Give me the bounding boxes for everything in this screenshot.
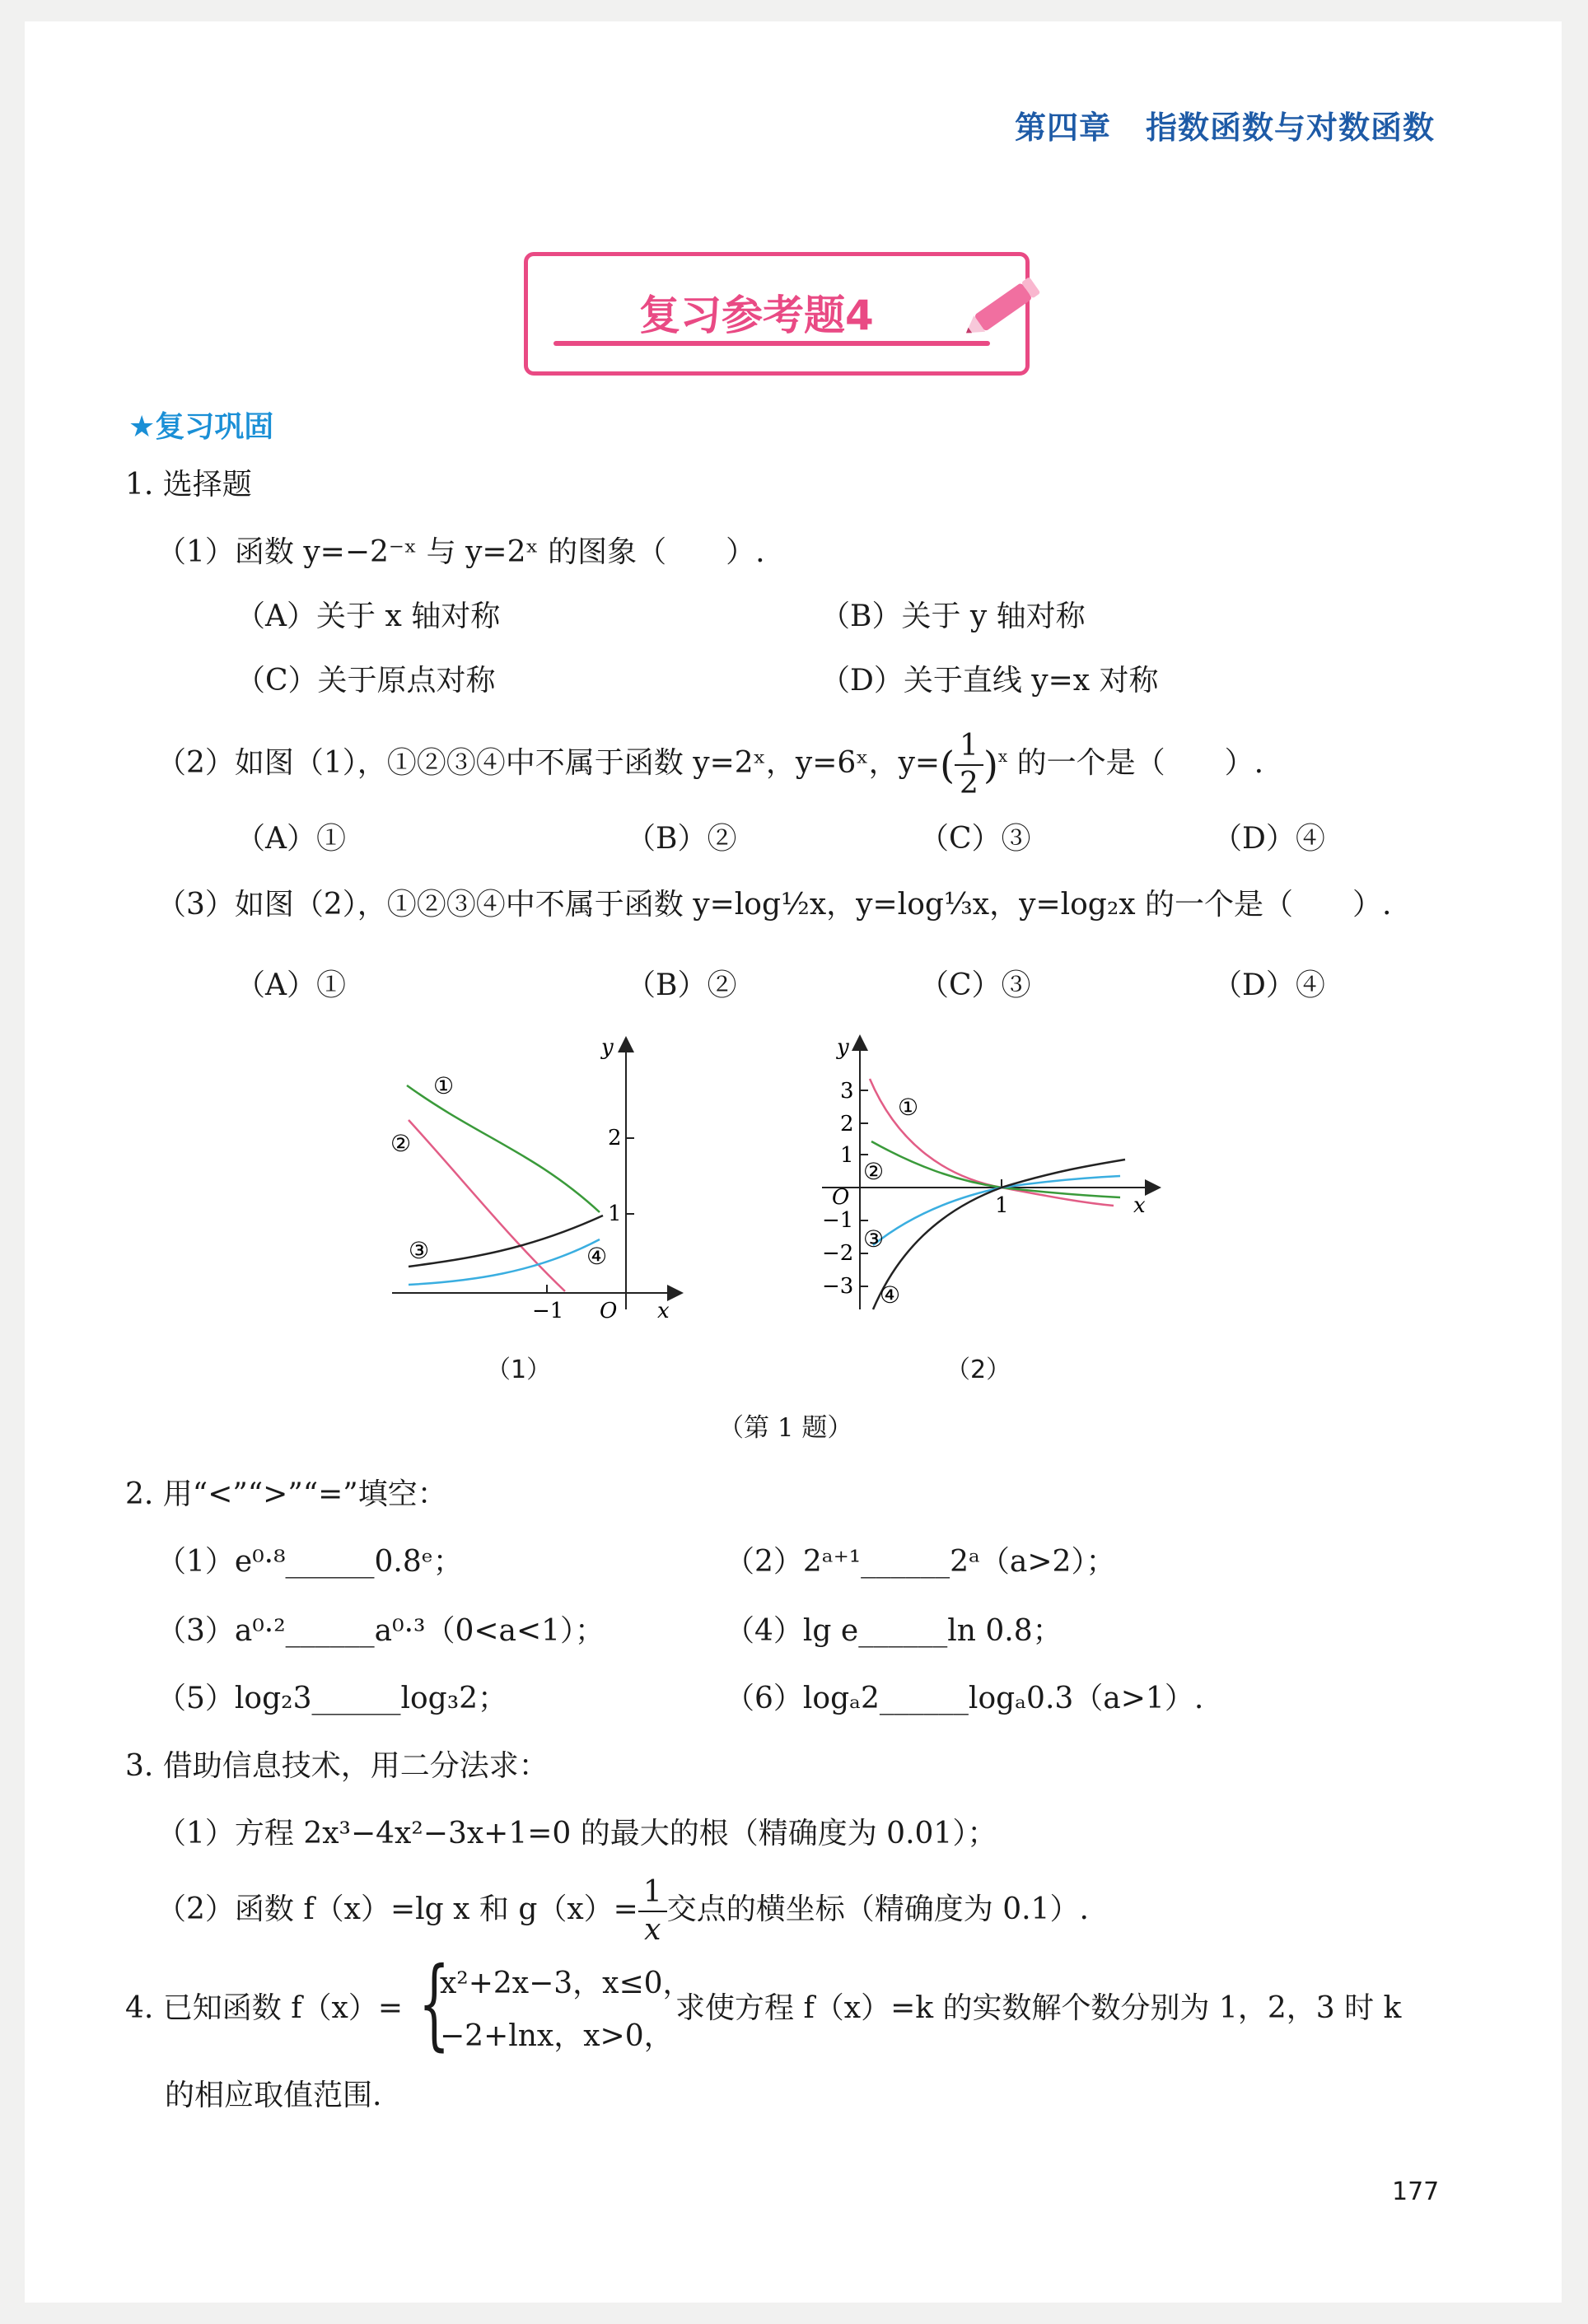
- q1-p1-option-b: （B）关于 y 轴对称: [820, 600, 1086, 633]
- figure-2-label-4: ④: [880, 1281, 901, 1309]
- title-underline: [553, 341, 990, 346]
- q4-label: 4. 已知函数 f（x）=: [125, 1991, 404, 2025]
- figure-1-y-label: y: [601, 1035, 614, 1060]
- q1-p3-option-a: （A）①: [236, 968, 346, 1002]
- q1-p3-option-d: （D）④: [1212, 968, 1325, 1002]
- figure-1-label-1: ①: [433, 1072, 455, 1099]
- section-heading: ★复习巩固: [128, 410, 274, 444]
- figure-2-ytick-1: 1: [840, 1143, 854, 1168]
- q2-label: 2. 用“<”“>”“=”填空：: [125, 1477, 447, 1511]
- q2-item-4: （4）lg e______ln 0.8；: [725, 1614, 1063, 1648]
- q1-p2-option-a: （A）①: [236, 822, 346, 856]
- q1-p2-option-c: （C）③: [919, 822, 1031, 856]
- q4-case-1: x²+2x−3，x≤0，: [440, 1967, 693, 2000]
- q3-part2: （2）函数 f（x）=lg x 和 g（x）= $\frac{1}{x}$ 交点的横坐标（精确度为 0.1）.: [156, 1875, 1089, 1947]
- brace: {: [418, 1947, 451, 2061]
- figure-2-xtick-1: 1: [995, 1193, 1009, 1218]
- figure-1-xtick-neg1: −1: [532, 1299, 564, 1323]
- q1-p2-option-b: （B）②: [626, 822, 737, 856]
- q1-p1-option-c: （C）关于原点对称: [236, 664, 496, 698]
- q1-p3-option-b: （B）②: [626, 968, 737, 1002]
- figure-2-origin: O: [832, 1185, 850, 1210]
- figure-2-ytick-3: 3: [840, 1079, 854, 1104]
- chapter-header: 第四章 指数函数与对数函数: [1015, 110, 1436, 146]
- q1-p1-option-d: （D）关于直线 y=x 对称: [820, 664, 1159, 698]
- curve-3: [409, 1216, 603, 1267]
- q2-item-6: （6）logₐ2______logₐ0.3（a>1）.: [725, 1682, 1204, 1715]
- figure-2-label-3: ③: [863, 1225, 885, 1253]
- figure-2-label-2: ②: [863, 1158, 885, 1185]
- figure-2-ytick-neg2: −2: [822, 1241, 854, 1266]
- figure-2-ytick-2: 2: [840, 1112, 854, 1136]
- figure-1-origin: O: [600, 1299, 618, 1323]
- q1-p1-option-a: （A）关于 x 轴对称: [236, 600, 501, 633]
- q1-part1: （1）函数 y=−2⁻ˣ 与 y=2ˣ 的图象（ ）.: [156, 535, 765, 569]
- q1-p3-option-c: （C）③: [919, 968, 1031, 1002]
- figure-1-x-label: x: [657, 1299, 670, 1323]
- one-over-x-fraction: $\frac{1}{x}$: [638, 1878, 667, 1945]
- half-fraction: $\frac{1}{2}$: [955, 731, 983, 799]
- q3-part1: （1）方程 2x³−4x²−3x+1=0 的最大的根（精确度为 0.01）；: [156, 1817, 997, 1850]
- figure-1-ytick-1: 1: [608, 1202, 622, 1226]
- q3-label: 3. 借助信息技术，用二分法求：: [125, 1749, 549, 1783]
- q2-item-1: （1）e⁰·⁸______0.8ᵉ；: [156, 1545, 463, 1579]
- figure-2-chart: [807, 1029, 1161, 1334]
- pencil-icon: [954, 262, 1061, 352]
- figure-1-label-3: ③: [409, 1237, 430, 1264]
- q2-item-5: （5）log₂3______log₃2；: [156, 1682, 508, 1715]
- figure-2-label-1: ①: [898, 1094, 919, 1121]
- figure-1-label-2: ②: [390, 1130, 412, 1157]
- q2-item-3: （3）a⁰·²______a⁰·³（0<a<1）；: [156, 1614, 605, 1648]
- figure-2-y-label: y: [837, 1035, 849, 1060]
- figure-2-ytick-neg3: −3: [822, 1274, 854, 1299]
- figure-caption: （第 1 题）: [718, 1413, 853, 1443]
- figure-1-chart: [379, 1029, 692, 1334]
- q2-item-2: （2）2ᵃ⁺¹______2ᵃ（a>2）；: [725, 1545, 1116, 1579]
- figure-1-caption: （1）: [486, 1356, 552, 1384]
- figure-1-label-4: ④: [586, 1243, 608, 1270]
- q4-case-2: −2+lnx，x>0，: [440, 2019, 674, 2053]
- curve-4: [873, 1160, 1125, 1309]
- q4-line-2: 的相应取值范围.: [165, 2079, 382, 2112]
- curve-1: [407, 1085, 600, 1212]
- figure-1-ytick-2: 2: [608, 1126, 622, 1150]
- q1-label: 1. 选择题: [125, 468, 252, 502]
- figure-2-x-label: x: [1133, 1193, 1146, 1218]
- q4-text: 求使方程 f（x）=k 的实数解个数分别为 1，2，3 时 k: [675, 1991, 1402, 2025]
- figure-2-caption: （2）: [946, 1356, 1011, 1384]
- q1-p2-option-d: （D）④: [1212, 822, 1325, 856]
- review-title: 复习参考题4: [639, 292, 874, 339]
- q1-part3: （3）如图（2），①②③④中不属于函数 y=log½x，y=log⅓x，y=log₂x 的一个是（ ）.: [156, 888, 1392, 922]
- curve-2: [409, 1120, 565, 1291]
- q1-part2: （2）如图（1），①②③④中不属于函数 y=2ˣ，y=6ˣ，y=( $\frac{1}{2}$ )$^x$ 的一个是（ ）.: [156, 729, 1264, 800]
- figure-2-ytick-neg1: −1: [822, 1208, 854, 1233]
- page-number: 177: [1392, 2177, 1440, 2206]
